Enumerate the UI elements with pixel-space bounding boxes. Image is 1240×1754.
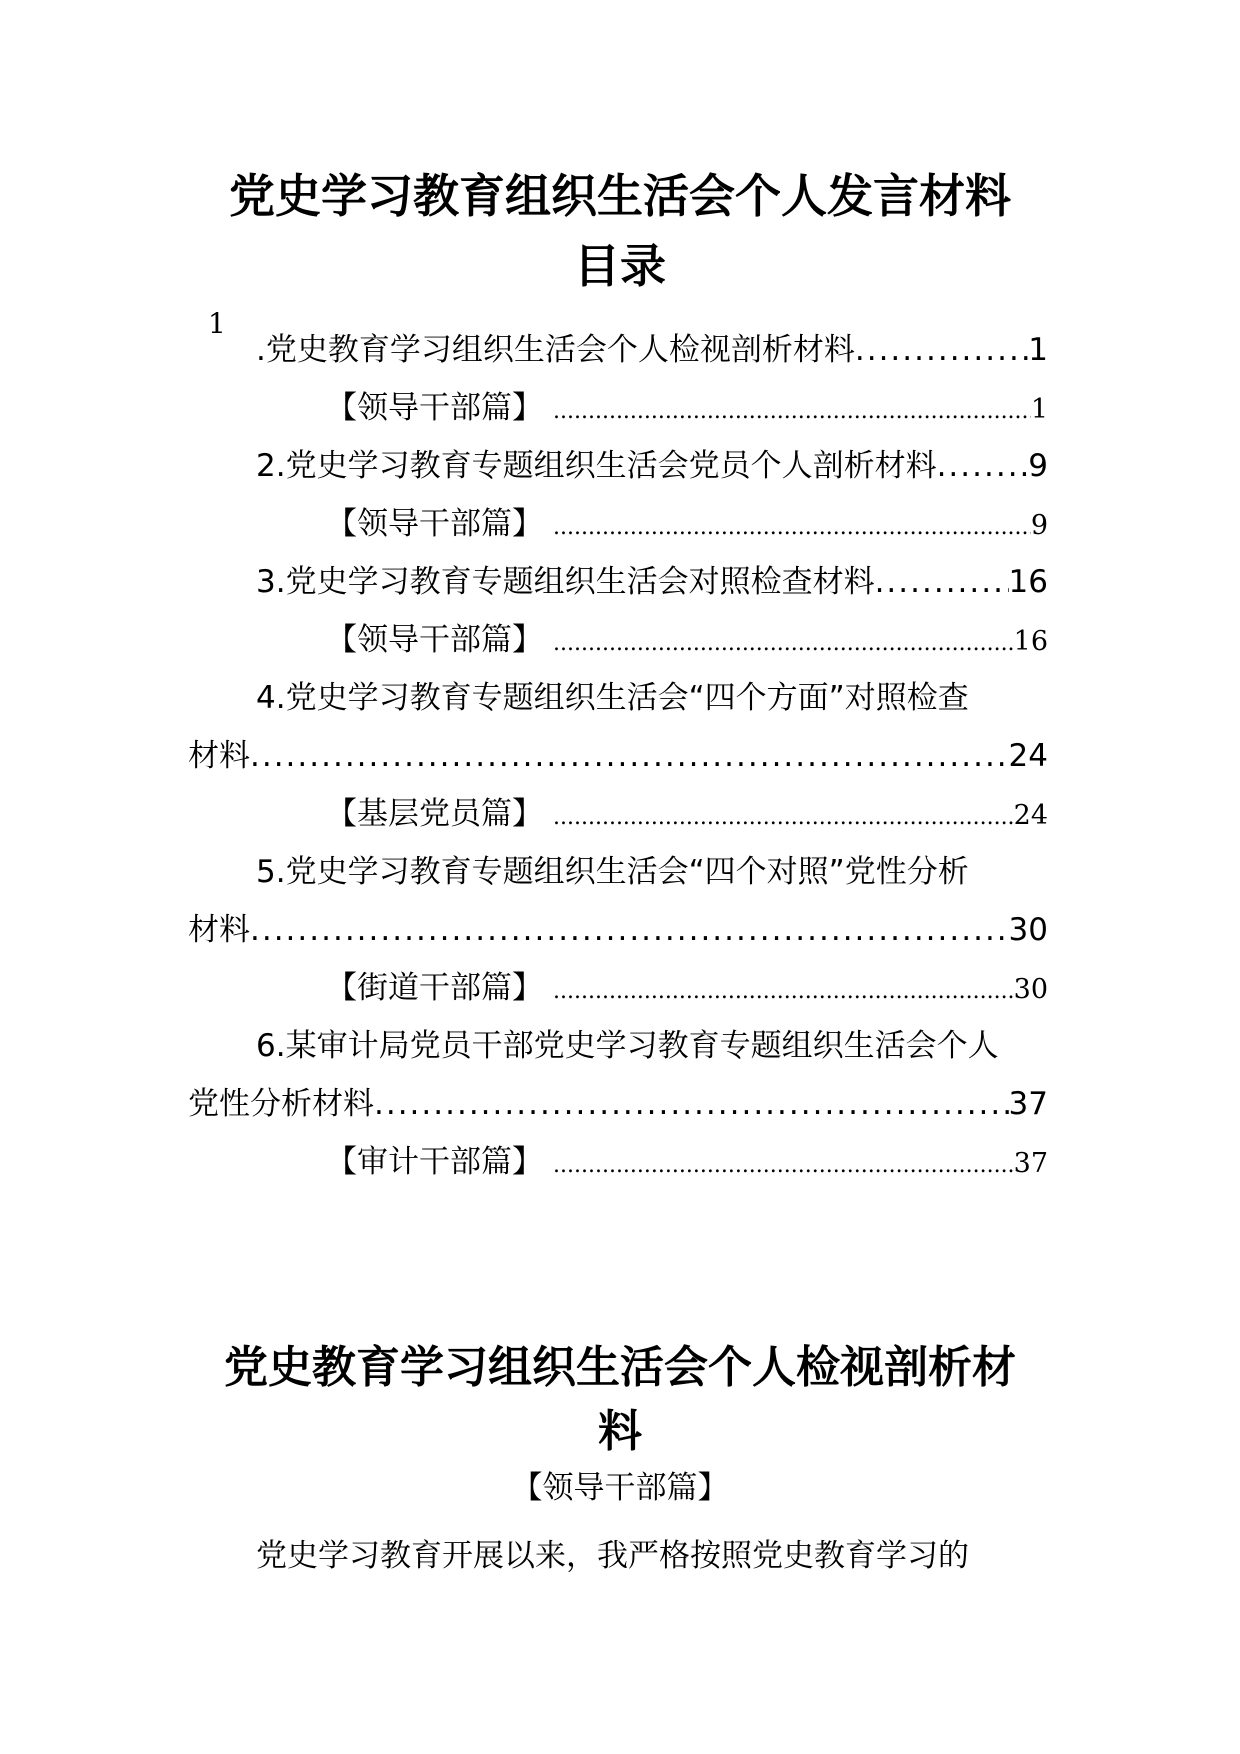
toc-subentry-1[interactable] <box>326 384 1048 436</box>
toc-leader-dots <box>374 1080 1009 1128</box>
toc-subentry-4[interactable] <box>326 790 1048 842</box>
toc-entry-title: 3.党史学习教育专题组织生活会对照检查材料 <box>256 564 875 600</box>
toc-subentry-title: 【领导干部篇】 <box>326 390 543 426</box>
section-title-continuation: 料 <box>598 1406 642 1457</box>
section-subtitle: 【领导干部篇】 <box>511 1470 729 1506</box>
toc-entry-1[interactable] <box>256 326 1048 374</box>
toc-page-number: 9 <box>1028 448 1048 484</box>
toc-entry-title-continuation: 党性分析材料 <box>188 1086 374 1122</box>
toc-heading: 目录 <box>574 239 666 293</box>
toc-entry-4-continuation[interactable] <box>188 732 1048 780</box>
list-marker: 1 <box>208 307 226 340</box>
toc-page-number: 37 <box>1008 1086 1048 1122</box>
toc-entry-title: 6.某审计局党员干部党史学习教育专题组织生活会个人 <box>256 1028 999 1064</box>
toc-leader-dots <box>543 968 1014 1016</box>
toc-leader-dots <box>855 326 1028 374</box>
toc-subentry-6[interactable] <box>326 1138 1048 1190</box>
toc-page-number: 1 <box>1028 332 1048 368</box>
toc-leader-dots <box>543 1142 1014 1190</box>
toc-entry-title: 2.党史学习教育专题组织生活会党员个人剖析材料 <box>256 448 937 484</box>
document-title: 党史学习教育组织生活会个人发言材料 <box>229 169 1011 223</box>
toc-page-number: 1 <box>1030 394 1048 425</box>
toc-leader-dots <box>543 504 1031 552</box>
toc-subentry-2[interactable] <box>326 500 1048 552</box>
toc-subentry-title: 【街道干部篇】 <box>326 970 543 1006</box>
toc-subentry-title: 【审计干部篇】 <box>326 1144 543 1180</box>
toc-entry-title: .党史教育学习组织生活会个人检视剖析材料 <box>256 332 855 368</box>
toc-entry-2[interactable] <box>256 442 1048 490</box>
toc-subentry-title: 【领导干部篇】 <box>326 506 543 542</box>
toc-leader-dots <box>543 794 1014 842</box>
toc-page-number: 16 <box>1013 626 1048 657</box>
toc-subentry-3[interactable] <box>326 616 1048 668</box>
toc-leader-dots <box>875 558 1009 606</box>
toc-entry-6-continuation[interactable] <box>188 1080 1048 1128</box>
toc-subentry-title: 【领导干部篇】 <box>326 622 543 658</box>
toc-page-number: 30 <box>1013 974 1048 1005</box>
toc-entry-title: 4.党史学习教育专题组织生活会“四个方面”对照检查 <box>256 680 969 716</box>
toc-page-number: 9 <box>1030 510 1048 541</box>
toc-subentry-title: 【基层党员篇】 <box>326 796 543 832</box>
toc-page-number: 16 <box>1008 564 1048 600</box>
toc-leader-dots <box>543 620 1014 668</box>
toc-entry-6[interactable] <box>256 1022 1048 1070</box>
body-paragraph: 党史学习教育开展以来，我严格按照党史教育学习的 <box>256 1538 969 1574</box>
toc-entry-4[interactable] <box>256 674 1048 722</box>
toc-leader-dots <box>250 732 1009 780</box>
toc-subentry-5[interactable] <box>326 964 1048 1016</box>
toc-page-number: 24 <box>1013 800 1048 831</box>
toc-entry-3[interactable] <box>256 558 1048 606</box>
section-title: 党史教育学习组织生活会个人检视剖析材 <box>224 1342 1016 1393</box>
toc-leader-dots <box>543 388 1031 436</box>
toc-page-number: 24 <box>1008 738 1048 774</box>
toc-leader-dots <box>937 442 1029 490</box>
toc-entry-5[interactable] <box>256 848 1048 896</box>
toc-entry-5-continuation[interactable] <box>188 906 1048 954</box>
toc-page-number: 30 <box>1008 912 1048 948</box>
toc-entry-title-continuation: 材料 <box>188 912 250 948</box>
toc-entry-title: 5.党史学习教育专题组织生活会“四个对照”党性分析 <box>256 854 969 890</box>
toc-entry-title-continuation: 材料 <box>188 738 250 774</box>
toc-leader-dots <box>250 906 1009 954</box>
toc-page-number: 37 <box>1013 1148 1048 1179</box>
